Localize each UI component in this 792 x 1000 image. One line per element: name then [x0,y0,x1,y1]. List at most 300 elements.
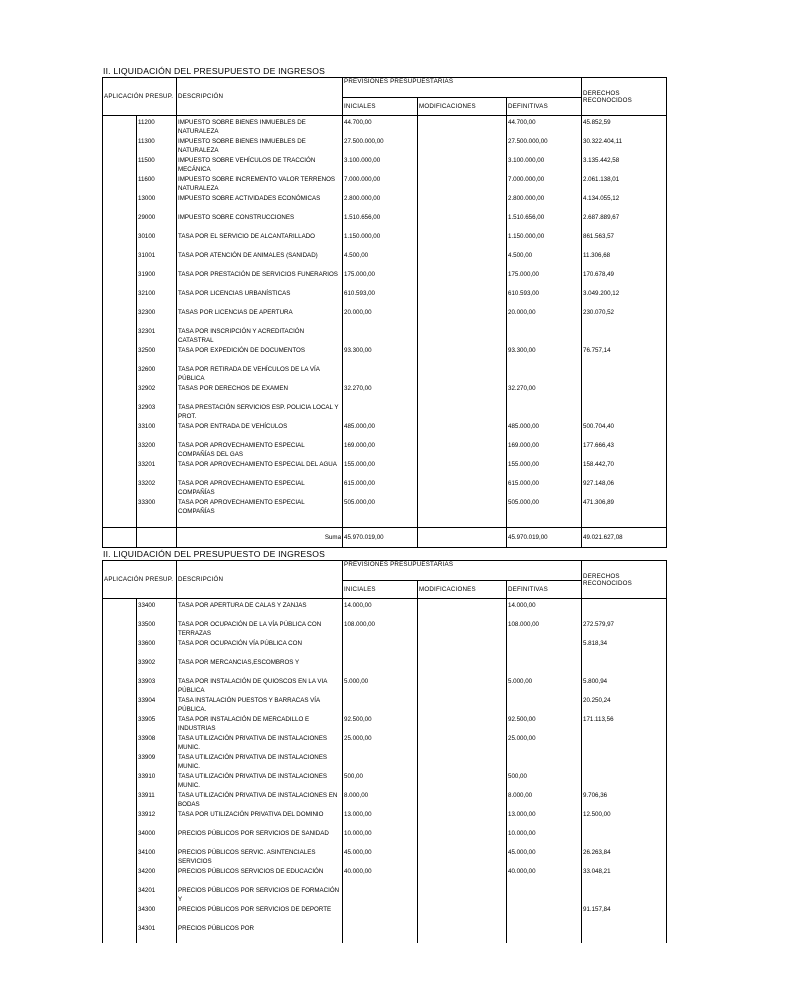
row-blank-cell [103,308,137,327]
table-row [103,599,667,621]
section-title-2: II. LIQUIDACIÓN DEL PRESUPUESTO DE INGRESOS [103,549,326,559]
cell-def: 25.000,00 [507,734,582,753]
cell-der: 5.800,94 [582,677,667,696]
cell-desc: TASA POR ENTRADA DE VEHÍCULOS [177,422,343,441]
cell-code: 33905 [137,715,177,734]
table-row [103,116,667,138]
cell-desc: TASA POR APROVECHAMIENTO ESPECIAL DEL AGUA [177,460,343,479]
cell-der [582,829,667,848]
header-aplicacion: APLICACIÓN PRESUP. [103,78,177,116]
cell-code: 34201 [137,886,177,905]
cell-code: 32300 [137,308,177,327]
row-blank-cell [103,365,137,384]
table-row [103,498,667,528]
cell-desc: IMPUESTO SOBRE VEHÍCULOS DE TRACCIÓN MECÁNICA [177,156,343,175]
cell-ini: 45.000,00 [343,848,418,867]
cell-desc: PRECIOS PÚBLICOS SERVIC. ASINTENCIALES SERVICIOS [177,848,343,867]
cell-code: 33400 [137,599,177,621]
table-row [103,715,667,734]
cell-mod [418,829,507,848]
cell-mod [418,213,507,232]
cell-mod [418,734,507,753]
cell-mod [418,479,507,498]
cell-mod [418,116,507,138]
header-definitivas: DEFINITIVAS [507,581,582,599]
row-blank-cell [103,116,137,138]
cell-def: 7.000.000,00 [507,175,582,194]
cell-code: 33201 [137,460,177,479]
header-modificaciones: MODIFICACIONES [418,98,507,116]
cell-def: 10.000,00 [507,829,582,848]
table-row [103,308,667,327]
cell-der [582,734,667,753]
cell-desc: TASA PRESTACIÓN SERVICIOS ESP. POLICIA LOCAL Y PROT. [177,403,343,422]
cell-mod [418,327,507,346]
cell-desc: TASA POR INSCRIPCIÓN Y ACREDITACIÓN CATASTRAL [177,327,343,346]
cell-def [507,403,582,422]
cell-der: 3.135.442,58 [582,156,667,175]
table-row [103,639,667,658]
cell-ini [343,696,418,715]
suma-modificaciones [418,528,507,548]
cell-der [582,384,667,403]
cell-mod [418,886,507,905]
cell-ini: 3.100.000,00 [343,156,418,175]
cell-def: 485.000,00 [507,422,582,441]
cell-desc: TASA POR INSTALACIÓN DE MERCADILLO E INDUSTRIAS [177,715,343,734]
cell-code: 29000 [137,213,177,232]
cell-desc: TASA POR ATENCIÓN DE ANIMALES (SANIDAD) [177,251,343,270]
table-row [103,810,667,829]
cell-code: 32600 [137,365,177,384]
table-row [103,734,667,753]
cell-code: 32100 [137,289,177,308]
table-row [103,194,667,213]
row-blank-cell [103,810,137,829]
cell-code: 33600 [137,639,177,658]
header-previsiones: PREVISIONES PRESUPUESTARIAS [343,561,582,581]
row-blank-cell [103,213,137,232]
header-derechos: DERECHOS RECONOCIDOS [582,78,667,116]
cell-mod [418,905,507,924]
cell-code: 30100 [137,232,177,251]
cell-def: 3.100.000,00 [507,156,582,175]
cell-ini: 169.000,00 [343,441,418,460]
cell-der: 11.306,68 [582,251,667,270]
cell-mod [418,156,507,175]
cell-ini: 7.000.000,00 [343,175,418,194]
cell-ini: 1.510.656,00 [343,213,418,232]
table-row [103,346,667,365]
cell-der [582,599,667,621]
cell-ini [343,753,418,772]
cell-der: 20.250,24 [582,696,667,715]
cell-der [582,658,667,677]
suma-label: Suma [177,528,343,548]
cell-desc: TASA UTILIZACIÓN PRIVATIVA DE INSTALACIONES MUNIC. [177,753,343,772]
table-row [103,213,667,232]
cell-ini [343,886,418,905]
cell-def: 32.270,00 [507,384,582,403]
row-blank-cell [103,422,137,441]
cell-code: 33300 [137,498,177,528]
cell-def: 1.150.000,00 [507,232,582,251]
header-iniciales: INICIALES [343,581,418,599]
cell-ini: 610.593,00 [343,289,418,308]
cell-mod [418,658,507,677]
table-row [103,137,667,156]
cell-der: 158.442,70 [582,460,667,479]
cell-desc: IMPUESTO SOBRE INCREMENTO VALOR TERRENOS NATURALEZA [177,175,343,194]
header-derechos: DERECHOS RECONOCIDOS [582,561,667,599]
table-row [103,620,667,639]
cell-mod [418,772,507,791]
liquidacion-table-1 [102,77,667,548]
cell-ini [343,365,418,384]
cell-ini: 505.000,00 [343,498,418,528]
row-blank-cell [103,753,137,772]
cell-der: 927.148,06 [582,479,667,498]
cell-der: 76.757,14 [582,346,667,365]
cell-def: 1.510.656,00 [507,213,582,232]
cell-def: 155.000,00 [507,460,582,479]
suma-iniciales: 45.970.019,00 [343,528,418,548]
cell-der: 2.061.138,01 [582,175,667,194]
cell-mod [418,867,507,886]
header-iniciales: INICIALES [343,98,418,116]
table-row [103,270,667,289]
row-blank-cell [103,924,137,943]
table-row [103,327,667,346]
cell-code: 11500 [137,156,177,175]
cell-code: 31001 [137,251,177,270]
cell-ini: 20.000,00 [343,308,418,327]
cell-mod [418,441,507,460]
cell-der: 5.818,34 [582,639,667,658]
cell-code: 33500 [137,620,177,639]
cell-der: 26.263,84 [582,848,667,867]
cell-def: 169.000,00 [507,441,582,460]
header-aplicacion: APLICACIÓN PRESUP. [103,561,177,599]
cell-code: 31900 [137,270,177,289]
cell-code: 11600 [137,175,177,194]
cell-ini: 32.270,00 [343,384,418,403]
cell-ini: 485.000,00 [343,422,418,441]
cell-der: 91.157,84 [582,905,667,924]
cell-der: 471.306,89 [582,498,667,528]
cell-def [507,639,582,658]
cell-def [507,905,582,924]
cell-code: 33909 [137,753,177,772]
section-title-1: II. LIQUIDACIÓN DEL PRESUPUESTO DE INGRESOS [103,66,326,76]
row-blank-cell [103,251,137,270]
cell-mod [418,639,507,658]
cell-der: 3.049.200,12 [582,289,667,308]
cell-mod [418,289,507,308]
cell-desc: TASA POR APROVECHAMIENTO ESPECIAL COMPAÑÍAS [177,498,343,528]
cell-desc: TASA UTILIZACIÓN PRIVATIVA DE INSTALACIONES MUNIC. [177,734,343,753]
row-blank-cell [103,498,137,528]
cell-desc: TASA POR PRESTACIÓN DE SERVICIOS FUNERARIOS [177,270,343,289]
row-blank-cell [103,137,137,156]
row-blank-cell [103,715,137,734]
table-row [103,460,667,479]
cell-der: 9.706,36 [582,791,667,810]
cell-mod [418,848,507,867]
table-row [103,658,667,677]
cell-desc: PRECIOS PÚBLICOS SERVICIOS DE EDUCACIÓN [177,867,343,886]
cell-desc: TASA POR RETIRADA DE VEHÍCULOS DE LA VÍA PÚBLICA [177,365,343,384]
table-row [103,753,667,772]
row-blank-cell [103,403,137,422]
cell-ini: 93.300,00 [343,346,418,365]
header-previsiones: PREVISIONES PRESUPUESTARIAS [343,78,582,98]
header-definitivas: DEFINITIVAS [507,98,582,116]
cell-der: 861.563,57 [582,232,667,251]
cell-def: 92.500,00 [507,715,582,734]
cell-def: 5.000,00 [507,677,582,696]
cell-code: 32301 [137,327,177,346]
cell-code: 32500 [137,346,177,365]
cell-def: 615.000,00 [507,479,582,498]
cell-code: 13000 [137,194,177,213]
header-modificaciones: MODIFICACIONES [418,581,507,599]
cell-mod [418,498,507,528]
cell-def [507,696,582,715]
cell-code: 33202 [137,479,177,498]
cell-mod [418,403,507,422]
cell-ini: 155.000,00 [343,460,418,479]
cell-der: 4.134.055,12 [582,194,667,213]
table-row [103,365,667,384]
cell-ini: 2.800.000,00 [343,194,418,213]
cell-desc: TASAS POR LICENCIAS DE APERTURA [177,308,343,327]
row-blank-cell [103,194,137,213]
cell-ini [343,639,418,658]
cell-ini: 500,00 [343,772,418,791]
cell-ini: 4.500,00 [343,251,418,270]
cell-code: 33902 [137,658,177,677]
cell-der [582,924,667,943]
row-blank-cell [103,772,137,791]
row-blank-cell [103,156,137,175]
cell-desc: TASA UTILIZACIÓN PRIVATIVA DE INSTALACIONES EN BODAS [177,791,343,810]
cell-mod [418,232,507,251]
table-row [103,905,667,924]
table-row [103,867,667,886]
cell-desc: IMPUESTO SOBRE ACTIVIDADES ECONÓMICAS [177,194,343,213]
row-blank-cell [103,639,137,658]
cell-def: 8.000,00 [507,791,582,810]
cell-mod [418,251,507,270]
suma-definitivas: 45.970.019,00 [507,528,582,548]
row-blank-cell [103,479,137,498]
table-row [103,422,667,441]
row-blank-cell [103,905,137,924]
cell-code: 33910 [137,772,177,791]
cell-code: 34000 [137,829,177,848]
table-row [103,791,667,810]
cell-der: 12.500,00 [582,810,667,829]
cell-def: 610.593,00 [507,289,582,308]
row-blank-cell [103,734,137,753]
cell-desc: TASA POR INSTALACIÓN DE QUIOSCOS EN LA VIA PÚBLICA [177,677,343,696]
cell-def: 13.000,00 [507,810,582,829]
table-row [103,251,667,270]
cell-der: 45.852,59 [582,116,667,138]
row-blank-cell [103,867,137,886]
suma-cell-empty-2 [137,528,177,548]
row-blank-cell [103,791,137,810]
cell-code: 32902 [137,384,177,403]
cell-code: 11300 [137,137,177,156]
cell-ini: 10.000,00 [343,829,418,848]
cell-mod [418,924,507,943]
cell-ini: 40.000,00 [343,867,418,886]
cell-def: 175.000,00 [507,270,582,289]
cell-def [507,658,582,677]
cell-def: 2.800.000,00 [507,194,582,213]
cell-ini: 8.000,00 [343,791,418,810]
table-row [103,696,667,715]
cell-mod [418,791,507,810]
cell-def: 20.000,00 [507,308,582,327]
cell-code: 34300 [137,905,177,924]
cell-def: 14.000,00 [507,599,582,621]
table-row [103,403,667,422]
table-row [103,479,667,498]
cell-desc: TASA POR LICENCIAS URBANÍSTICAS [177,289,343,308]
cell-der [582,403,667,422]
cell-desc: TASA POR APROVECHAMIENTO ESPECIAL COMPAÑÍAS DEL GAS [177,441,343,460]
cell-mod [418,308,507,327]
suma-cell-empty-1 [103,528,137,548]
cell-code: 33100 [137,422,177,441]
liquidacion-table-2 [102,560,667,943]
cell-der [582,753,667,772]
table-row [103,772,667,791]
cell-ini: 1.150.000,00 [343,232,418,251]
cell-der [582,327,667,346]
row-blank-cell [103,346,137,365]
cell-der: 230.070,52 [582,308,667,327]
cell-ini [343,658,418,677]
cell-code: 33911 [137,791,177,810]
cell-mod [418,620,507,639]
cell-code: 33904 [137,696,177,715]
cell-desc: IMPUESTO SOBRE BIENES INMUEBLES DE NATURALEZA [177,137,343,156]
cell-code: 34301 [137,924,177,943]
cell-ini [343,327,418,346]
row-blank-cell [103,658,137,677]
cell-def: 40.000,00 [507,867,582,886]
cell-code: 33908 [137,734,177,753]
row-blank-cell [103,886,137,905]
cell-der: 171.113,56 [582,715,667,734]
cell-der [582,365,667,384]
cell-der [582,772,667,791]
cell-def [507,365,582,384]
cell-der: 500.704,40 [582,422,667,441]
table-row [103,829,667,848]
cell-desc: TASA POR APERTURA DE CALAS Y ZANJAS [177,599,343,621]
cell-ini: 92.500,00 [343,715,418,734]
row-blank-cell [103,327,137,346]
cell-desc: IMPUESTO SOBRE CONSTRUCCIONES [177,213,343,232]
row-blank-cell [103,599,137,621]
cell-mod [418,696,507,715]
cell-mod [418,810,507,829]
cell-desc: IMPUESTO SOBRE BIENES INMUEBLES DE NATURALEZA [177,116,343,138]
cell-der: 170.678,49 [582,270,667,289]
cell-mod [418,422,507,441]
row-blank-cell [103,677,137,696]
row-blank-cell [103,696,137,715]
table-row [103,175,667,194]
cell-ini: 5.000,00 [343,677,418,696]
cell-der [582,886,667,905]
header-descripcion: DESCRIPCIÓN [177,561,343,599]
cell-ini: 13.000,00 [343,810,418,829]
row-blank-cell [103,620,137,639]
cell-mod [418,384,507,403]
cell-ini [343,924,418,943]
cell-mod [418,270,507,289]
cell-def: 27.500.000,00 [507,137,582,156]
cell-desc: PRECIOS PÚBLICOS POR SERVICIOS DE FORMACIÓN Y [177,886,343,905]
cell-der: 33.048,21 [582,867,667,886]
row-blank-cell [103,270,137,289]
cell-der: 272.579,97 [582,620,667,639]
row-blank-cell [103,829,137,848]
cell-ini: 108.000,00 [343,620,418,639]
cell-desc: PRECIOS PÚBLICOS POR [177,924,343,943]
row-blank-cell [103,848,137,867]
cell-der: 2.687.889,67 [582,213,667,232]
cell-code: 33912 [137,810,177,829]
cell-desc: TASA INSTALACIÓN PUESTOS Y BARRACAS VÍA PÚBLICA. [177,696,343,715]
cell-def [507,327,582,346]
cell-desc: TASA POR OCUPACIÓN DE LA VÍA PÚBLICA CON TERRAZAS [177,620,343,639]
row-blank-cell [103,232,137,251]
cell-desc: TASA POR APROVECHAMIENTO ESPECIAL COMPAÑÍAS [177,479,343,498]
table-row [103,677,667,696]
cell-ini [343,905,418,924]
table-row [103,924,667,943]
row-blank-cell [103,289,137,308]
cell-ini: 14.000,00 [343,599,418,621]
cell-code: 34100 [137,848,177,867]
cell-def [507,886,582,905]
cell-mod [418,715,507,734]
row-blank-cell [103,384,137,403]
cell-def: 4.500,00 [507,251,582,270]
cell-ini: 615.000,00 [343,479,418,498]
table-row [103,384,667,403]
cell-code: 11200 [137,116,177,138]
row-blank-cell [103,441,137,460]
cell-def: 93.300,00 [507,346,582,365]
cell-der: 177.666,43 [582,441,667,460]
table-row [103,886,667,905]
table-row [103,289,667,308]
cell-mod [418,365,507,384]
cell-desc: PRECIOS PÚBLICOS POR SERVICIOS DE SANIDAD [177,829,343,848]
cell-def [507,924,582,943]
cell-code: 33903 [137,677,177,696]
cell-code: 34200 [137,867,177,886]
cell-ini: 27.500.000,00 [343,137,418,156]
